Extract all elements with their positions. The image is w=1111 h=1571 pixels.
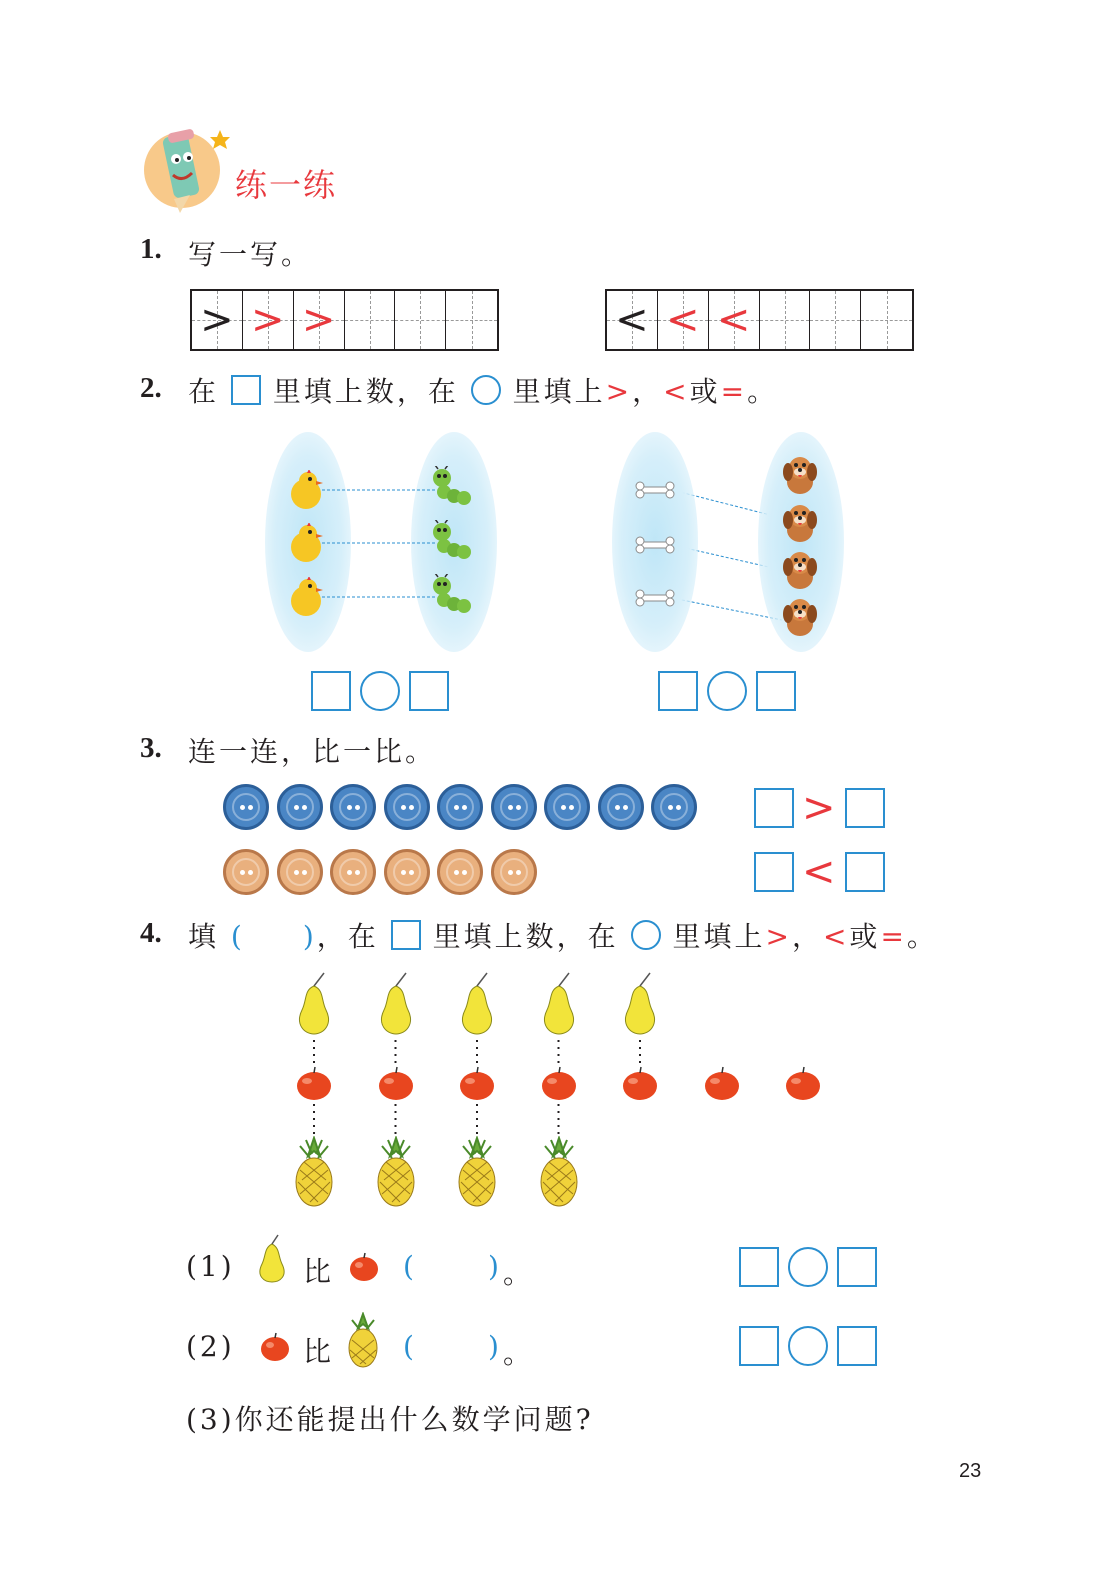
gt-symbol: >	[765, 920, 792, 953]
lt-symbol: <	[663, 375, 690, 408]
q4-text-3: 里填上数，在	[432, 920, 619, 953]
q4-text-2: ，在	[316, 920, 379, 953]
eq-symbol: =	[720, 375, 748, 408]
grid-cell[interactable]	[607, 291, 658, 349]
sub-question-3	[186, 1398, 594, 1438]
question-2-number: 2.	[140, 372, 162, 404]
question-3-number: 3.	[140, 732, 162, 764]
question-1-number: 1.	[140, 233, 162, 265]
grid-cell[interactable]	[658, 291, 709, 349]
lt-symbol: <	[822, 920, 850, 953]
comma: ，	[791, 920, 823, 953]
grid-cell[interactable]	[294, 291, 345, 349]
sub-2-label: (2)	[186, 1330, 235, 1363]
section-title: 练一练	[235, 166, 338, 204]
paren-close: )	[488, 1250, 499, 1283]
or-text: 或	[689, 375, 721, 408]
answer-circle[interactable]	[788, 1247, 828, 1287]
bi-text: 比	[303, 1335, 335, 1368]
grid-cell[interactable]	[709, 291, 760, 349]
pineapple-icon	[344, 1312, 382, 1368]
q2-text-1: 在	[188, 375, 220, 408]
greater-than-sample: >	[200, 297, 234, 343]
comma: ，	[632, 375, 664, 408]
paren-close: )	[488, 1330, 499, 1363]
answer-box[interactable]	[739, 1326, 779, 1366]
q4-text-4: 里填上	[672, 920, 766, 953]
period: 。	[503, 1337, 535, 1370]
answer-box[interactable]	[837, 1247, 877, 1287]
period: 。	[503, 1257, 535, 1290]
answer-circle[interactable]	[788, 1326, 828, 1366]
gt-symbol: >	[605, 375, 633, 408]
question-4-number: 4.	[140, 917, 162, 949]
bi-text: 比	[303, 1255, 335, 1288]
q2-text-3: 里填上	[512, 375, 606, 408]
sub-3-text: 你还能提出什么数学问题?	[234, 1403, 594, 1436]
page-number: 23	[959, 1460, 982, 1482]
less-than-trace: <	[666, 297, 700, 343]
answer-box[interactable]	[837, 1326, 877, 1366]
greater-than-trace: >	[301, 297, 336, 343]
paren-open: (	[403, 1250, 414, 1283]
pear-icon	[254, 1234, 290, 1284]
apple-icon	[258, 1332, 292, 1362]
sub-1-label: (1)	[186, 1250, 235, 1283]
paren-open: (	[230, 920, 245, 953]
greater-than-trace: >	[251, 297, 285, 343]
answer-box[interactable]	[739, 1247, 779, 1287]
period: 。	[906, 920, 938, 953]
grid-cell[interactable]	[192, 291, 243, 349]
question-1-text: 写一写。	[188, 238, 313, 271]
eq-symbol: =	[880, 920, 907, 953]
question-3-text: 连一连，比一比。	[188, 735, 437, 768]
sub-question-2	[186, 1330, 235, 1363]
period: 。	[747, 375, 779, 408]
paren-close: )	[302, 920, 317, 953]
q4-text-1: 填	[188, 920, 220, 953]
gt-symbol: >	[802, 785, 836, 831]
less-than-sample: <	[615, 297, 649, 343]
paren-open: (	[403, 1330, 414, 1363]
apple-icon	[347, 1252, 381, 1282]
sub-question-1	[186, 1250, 235, 1283]
lt-symbol: <	[802, 849, 836, 895]
q2-text-2: 里填上数，在	[272, 375, 459, 408]
less-than-trace: <	[716, 297, 751, 343]
or-text: 或	[849, 920, 881, 953]
sub-3-label: (3)	[186, 1403, 235, 1436]
grid-cell[interactable]	[243, 291, 294, 349]
